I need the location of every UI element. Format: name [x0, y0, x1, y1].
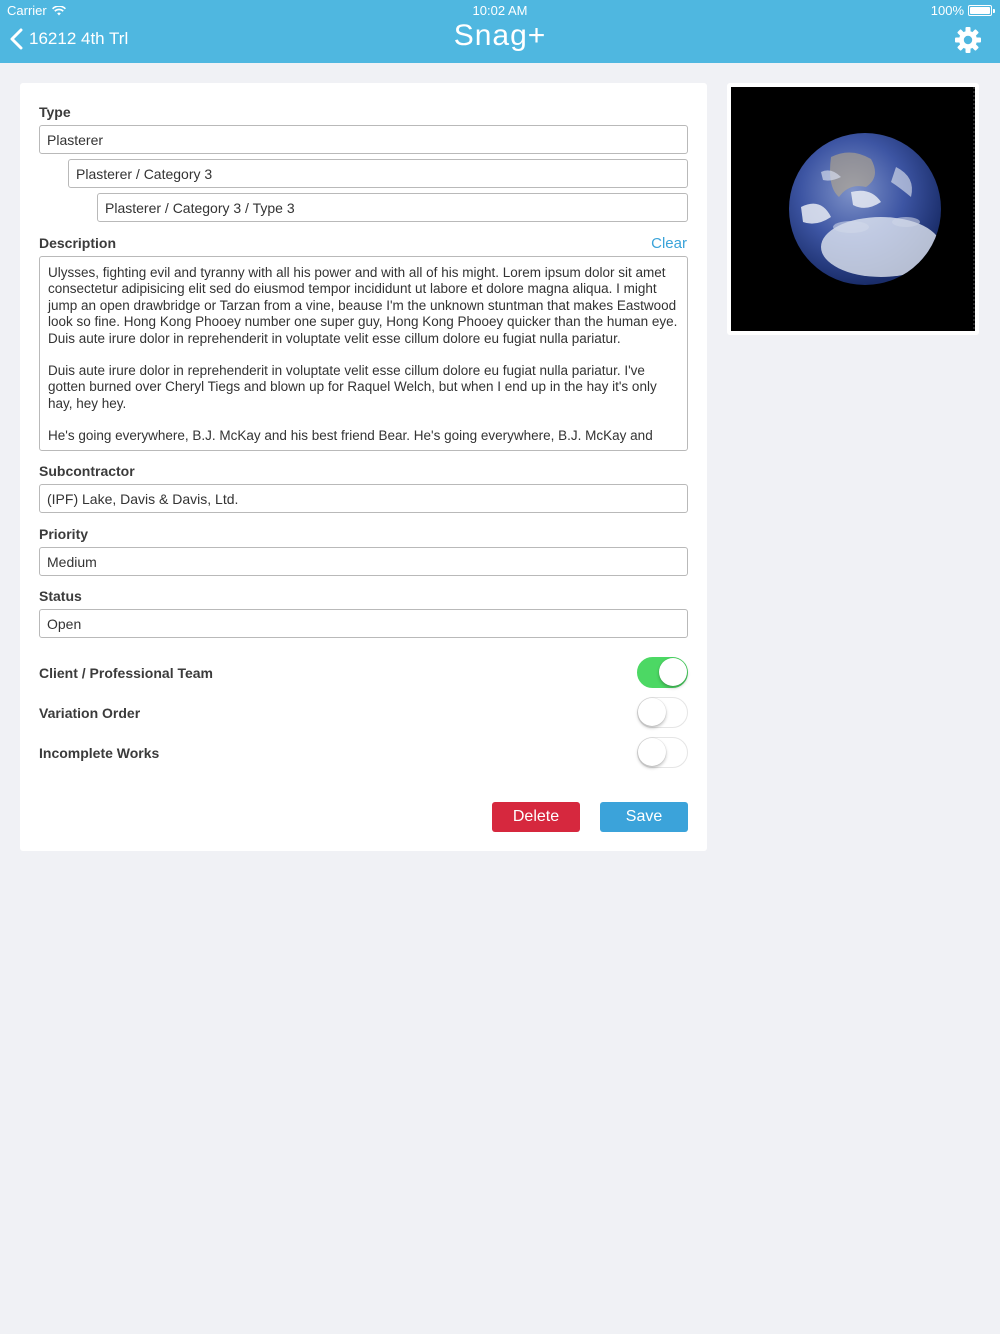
battery-percent: 100%	[930, 3, 964, 18]
chevron-left-icon	[10, 28, 23, 50]
client-team-label: Client / Professional Team	[39, 665, 214, 681]
variation-order-label: Variation Order	[39, 705, 141, 721]
toggle-knob	[638, 738, 666, 766]
priority-label: Priority	[39, 526, 89, 542]
status-time: 10:02 AM	[472, 3, 528, 18]
carrier-label: Carrier	[7, 3, 47, 18]
snag-photo[interactable]	[731, 87, 975, 331]
save-button[interactable]: Save	[600, 802, 688, 832]
gear-icon	[954, 26, 982, 54]
delete-button[interactable]: Delete	[492, 802, 580, 832]
photo-card	[727, 83, 979, 335]
clear-description-link[interactable]: Clear	[651, 235, 687, 252]
category-field[interactable]: Plasterer / Category 3	[68, 159, 688, 188]
back-button-label: 16212 4th Trl	[29, 29, 129, 48]
subcontractor-field[interactable]: (IPF) Lake, Davis & Davis, Ltd.	[39, 484, 688, 513]
incomplete-works-label: Incomplete Works	[39, 745, 160, 761]
priority-field[interactable]: Medium	[39, 547, 688, 576]
toggle-knob	[638, 698, 666, 726]
description-paragraph: He's going everywhere, B.J. McKay and his best friend Bear. He's going everywhere, B.J. McKay and	[48, 428, 653, 444]
snag-form-card	[20, 83, 707, 851]
description-paragraph: Duis aute irure dolor in reprehenderit in voluptate velit esse cillum dolore eu fugiat nulla pariatur. I've gotten burned over Cheryl Tiegs and blown up for Raquel Welch, but when I end up in the hay it's only hay, hey hey.	[48, 363, 657, 411]
earth-image	[731, 87, 975, 331]
subcontractor-label: Subcontractor	[39, 463, 135, 479]
description-paragraph: Ulysses, fighting evil and tyranny with all his power and with all of his might. Lorem ipsum dolor sit amet consectetur adipisicing elit sed do eiusmod tempor incididunt ut labore et dolore magna aliqua. I might jump an open drawbridge or Tarzan from a vine, beause I'm the unknown stuntman that makes Eastwood look so fine. Hong Kong Phooey number one super guy, Hong Kong Phooey quicker than the human eye. Duis aute irure dolor in reprehenderit in voluptate velit esse cillum dolore eu fugiat nulla pariatur.	[48, 265, 678, 346]
status-battery	[931, 3, 992, 18]
back-button[interactable]	[10, 28, 128, 50]
type-field[interactable]: Plasterer	[39, 125, 688, 154]
status-field[interactable]: Open	[39, 609, 688, 638]
variation-order-toggle[interactable]	[637, 697, 688, 728]
battery-icon	[968, 5, 992, 16]
status-label: Status	[39, 588, 82, 604]
incomplete-works-toggle[interactable]	[637, 737, 688, 768]
client-team-toggle[interactable]	[637, 657, 688, 688]
description-label: Description	[39, 235, 117, 251]
app-title: Snag+	[453, 19, 547, 52]
description-textarea[interactable]	[39, 256, 688, 451]
settings-button[interactable]	[954, 26, 982, 54]
type-label: Type	[39, 104, 71, 120]
subtype-field[interactable]: Plasterer / Category 3 / Type 3	[97, 193, 688, 222]
navigation-bar	[0, 0, 1000, 63]
toggle-knob	[659, 658, 687, 686]
